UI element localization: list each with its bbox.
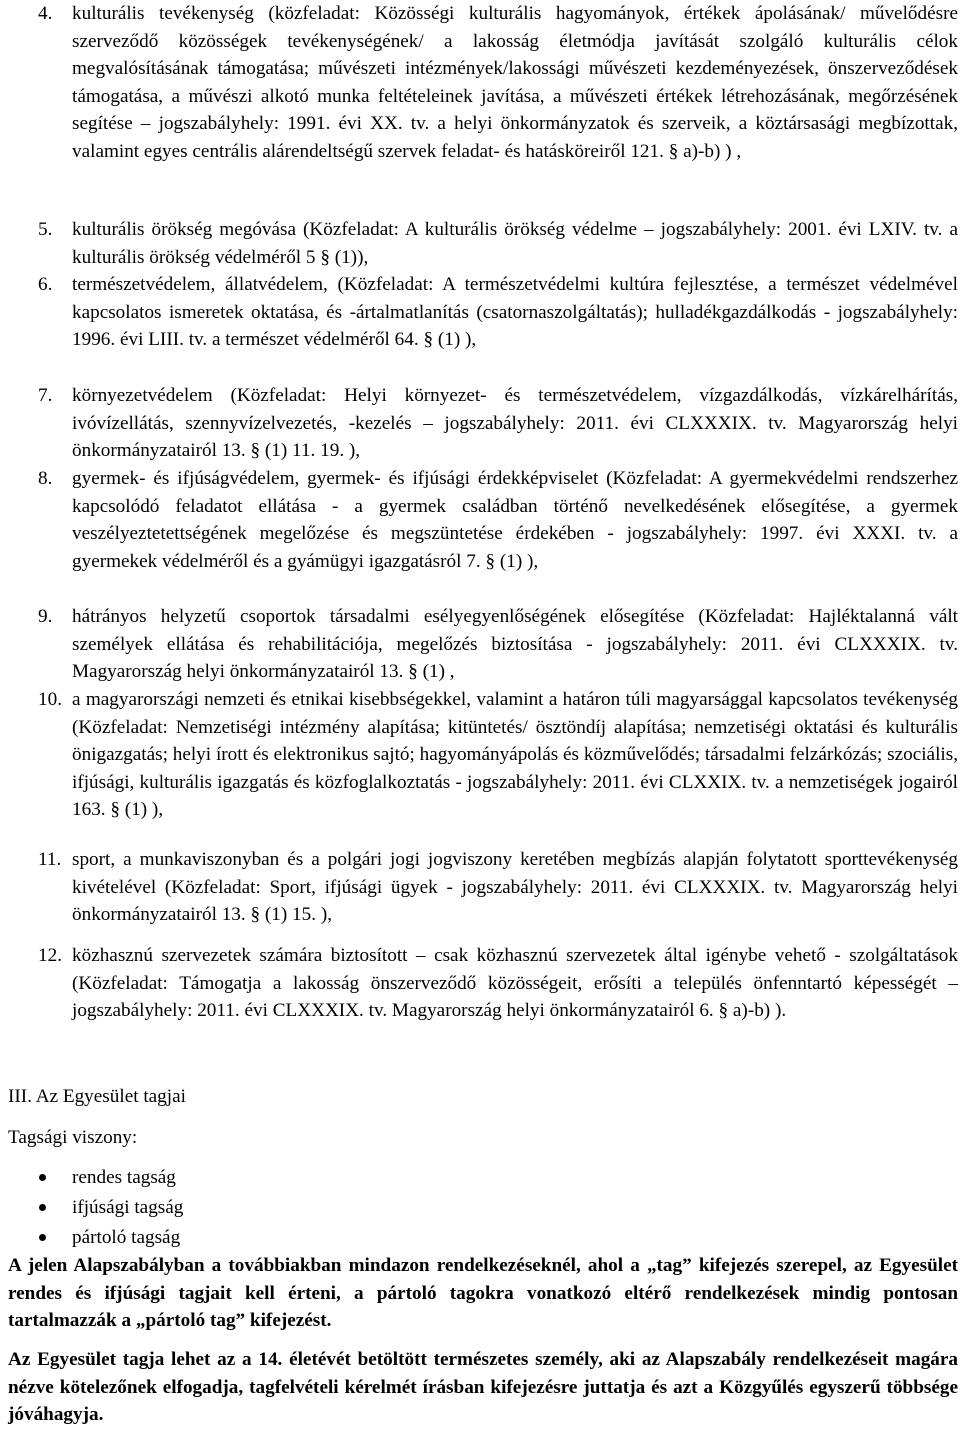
membership-type-label: rendes tagság <box>72 1167 176 1188</box>
list-item-number: 9. <box>38 606 53 627</box>
list-item-text: a magyarországi nemzeti és etnikai kisebbségekkel, valamint a határon túli magyarsággal kapcsolatos tevékenység (Közfeladat: Nemzetiségi intézmény alapítása; kitüntetés/ ösztöndíj alapítása; nemzetiségi oktatási és kulturális önigazgatás; helyi írott és elektronikus sajtó; hagyományápolás és közművelődés; társadalmi felzárkózás; szociális, ifjúsági, kulturális igazgatás és közfoglalkoztatás - jogszabályhely: 2011. évi CLXXIX. tv. a nemzetiségek jogairól 163. § (1) ), <box>72 689 958 821</box>
list-item-7 <box>0 382 958 465</box>
list-item-text: hátrányos helyzetű csoportok társadalmi esélyegyenlőségének elősegítése (Közfeladat: Hajléktalanná vált személyek ellátása és rehabilitációja, megelőzés biztosítása - jogszabályhely: 2011. évi CLXXXIX. tv. Magyarország helyi önkormányzatairól 13. § (1) , <box>72 606 958 683</box>
list-item-text: közhasznú szervezetek számára biztosított – csak közhasznú szervezetek által igénybe vehető - szolgáltatások (Közfeladat: Támogatja a lakosság önszerveződő közösségeit, erősíti a település önfenntartó képességét – jogszabályhely: 2011. évi CLXXXIX. tv. Magyarország helyi önkormányzatairól 6. § a)-b) ). <box>72 945 958 1022</box>
list-item-5 <box>0 216 958 271</box>
bullet-icon <box>39 1234 46 1241</box>
bullet-icon <box>39 1204 46 1211</box>
list-item-12 <box>0 942 958 1025</box>
list-item-9 <box>0 603 958 686</box>
list-item-number: 11. <box>38 849 62 870</box>
list-item-number: 10. <box>38 689 62 710</box>
list-item-10 <box>0 686 958 824</box>
section-title: III. Az Egyesület tagjai <box>8 1086 186 1107</box>
list-item-number: 4. <box>38 3 53 24</box>
membership-label: Tagsági viszony: <box>8 1127 138 1148</box>
membership-type-label: pártoló tagság <box>72 1227 181 1248</box>
membership-type-label: ifjúsági tagság <box>72 1197 184 1218</box>
list-item-text: sport, a munkaviszonyban és a polgári jogi jogviszony keretében megbízás alapján folytatott sporttevékenység kivételével (Közfeladat: Sport, ifjúsági ügyek - jogszabályhely: 2011. évi CLXXXIX. tv. Magyarország helyi önkormányzatairól 13. § (1) 15. ), <box>72 849 958 926</box>
list-item-text: kulturális örökség megóvása (Közfeladat: A kulturális örökség védelme – jogszabályhely: 2001. évi LXIV. tv. a kulturális örökség védelméről 5 § (1)), <box>72 219 958 268</box>
list-item-8 <box>0 465 958 575</box>
bullet-icon <box>39 1174 46 1181</box>
list-item-number: 7. <box>38 385 53 406</box>
list-item-number: 8. <box>38 468 53 489</box>
list-item-number: 12. <box>38 945 62 966</box>
list-item-text: környezetvédelem (Közfeladat: Helyi környezet- és természetvédelem, vízgazdálkodás, vízkárelhárítás, ivóvízellátás, szennyvízelvezetés, -kezelés – jogszabályhely: 2011. évi CLXXXIX. tv. Magyarország helyi önkormányzatairól 13. § (1) 11. 19. ), <box>72 385 958 462</box>
member-definition-paragraph: A jelen Alapszabályban a továbbiakban mindazon rendelkezéseknél, ahol a „tag” kifejezés szerepel, az Egyesület rendes és ifjúsági tagjait kell érteni, a pártoló tagokra vonatkozó eltérő rendelkezések mindig pontosan tartalmazzák a „pártoló tag” kifejezést. <box>8 1255 958 1332</box>
list-item-6 <box>0 271 958 354</box>
list-item-text: kulturális tevékenység (közfeladat: Közösségi kulturális hagyományok, értékek ápolásának/ művelődésre szerveződő közösségek tevékenységének/ a lakosság életmódja javítását szolgáló kulturális célok megvalósításának támogatása; művészeti intézmények/lakossági művészeti kezdeményezések, önszerveződések támogatása, a művészi alkotó munka feltételeinek javítása, a művészeti értékek létrehozásának, megőrzésének segítése – jogszabályhely: 1991. évi XX. tv. a helyi önkormányzatok és szerveik, a köztársasági megbízottak, valamint egyes centrális alárendeltségű szervek feladat- és hatásköreiről 121. § a)-b) ) , <box>72 3 958 162</box>
list-item-text: természetvédelem, állatvédelem, (Közfeladat: A természetvédelmi kultúra fejlesztése, a természet védelmével kapcsolatos ismeretek oktatása, és -ártalmatlanítás (csatornaszolgáltatás); hulladékgazdálkodás - jogszabályhely: 1996. évi LIII. tv. a természet védelméről 64. § (1) ), <box>72 274 958 351</box>
list-item-11 <box>0 846 958 929</box>
list-item-text: gyermek- és ifjúságvédelem, gyermek- és ifjúsági érdekképviselet (Közfeladat: A gyermekvédelmi rendszerhez kapcsolódó feladatot ellátása - a gyermek családban történő nevelkedésének elősegítése, a gyermek veszélyeztetettségének megelőzése és megszüntetése érdekében - jogszabályhely: 1997. évi XXXI. tv. a gyermekek védelméről és a gyámügyi igazgatásról 7. § (1) ), <box>72 468 958 572</box>
list-item-4 <box>0 0 958 166</box>
membership-eligibility-paragraph: Az Egyesület tagja lehet az a 14. életévét betöltött természetes személy, aki az Alapszabály rendelkezéseit magára nézve kötelezőnek elfogadja, tagfelvételi kérelmét írásban kifejezésre juttatja és azt a Közgyűlés egyszerű többsége jóváhagyja. <box>8 1349 958 1426</box>
list-item-number: 6. <box>38 274 53 295</box>
list-item-number: 5. <box>38 219 53 240</box>
